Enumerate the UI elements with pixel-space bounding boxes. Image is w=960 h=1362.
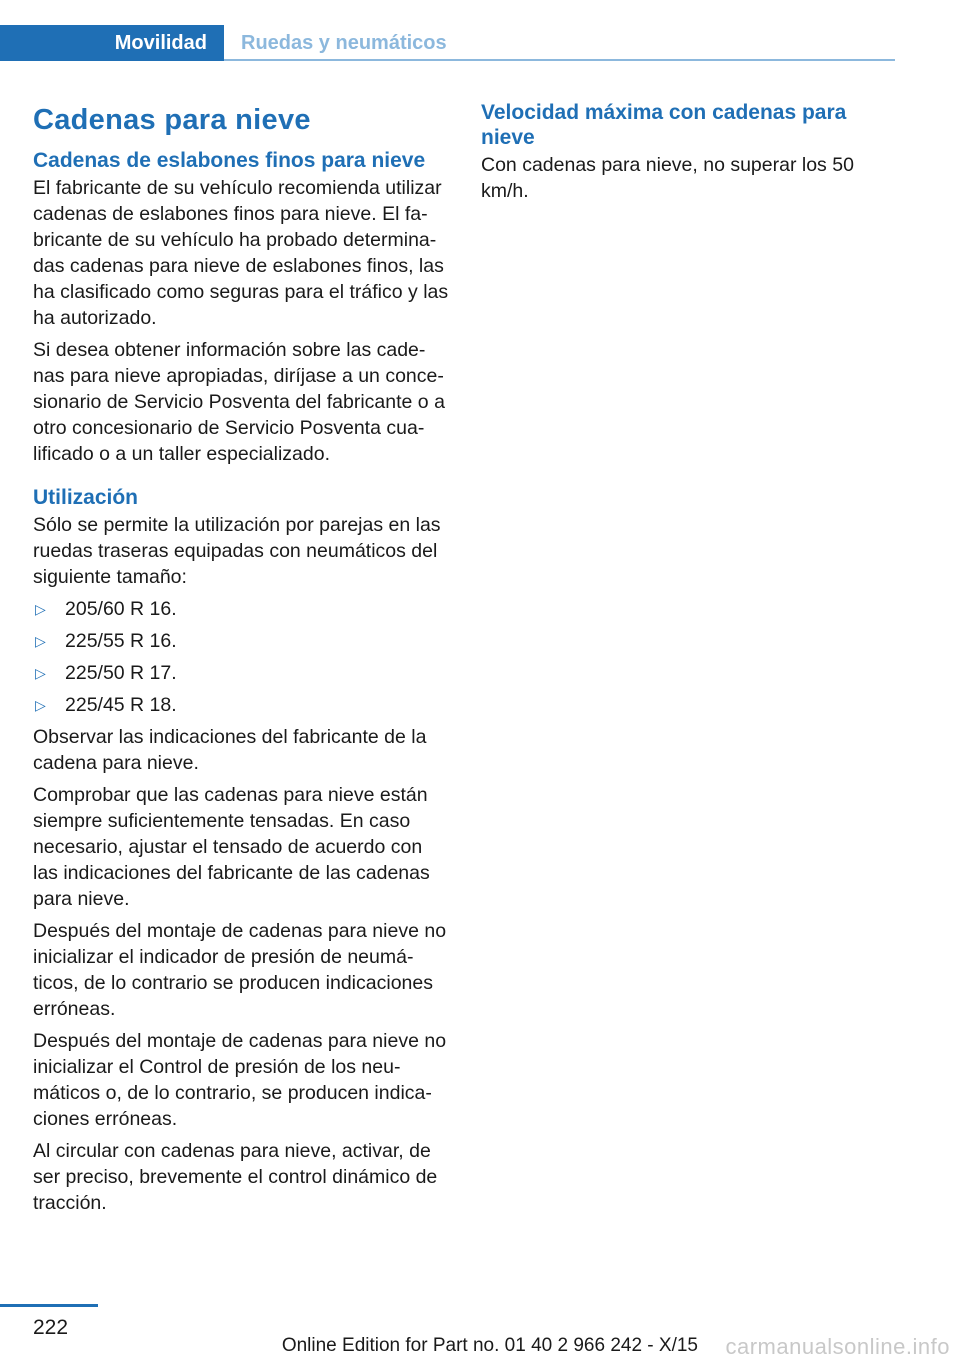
watermark: carmanualsonline.info xyxy=(725,1334,950,1359)
tab-ruedas-y-neumaticos[interactable]: Ruedas y neumáticos xyxy=(241,31,447,54)
list-item-text: 205/60 R 16. xyxy=(65,598,177,620)
list-item-text: 225/55 R 16. xyxy=(65,630,177,652)
paragraph: Observar las indicaciones del fabricante de la cadena para nieve. xyxy=(33,726,427,774)
page-title: Cadenas para nieve xyxy=(33,104,311,136)
list-item xyxy=(33,628,449,654)
list-item xyxy=(33,660,449,686)
paragraph: Con cadenas para nieve, no superar los 50 km/h. xyxy=(481,154,854,202)
list-item-text: 225/50 R 17. xyxy=(65,662,177,684)
triangle-bullet-icon: ▷ xyxy=(35,633,46,649)
paragraph: Después del montaje de cadenas para nieve no inicializar el indicador de presión de neumáticos, de lo contrario se producen indicaciones erróneas. xyxy=(33,920,447,1020)
tab-movilidad[interactable]: Movilidad xyxy=(0,25,224,61)
page-number: 222 xyxy=(33,1316,69,1339)
section-heading-fine-link-chains: Cadenas de eslabones finos para nieve xyxy=(33,149,426,172)
section-heading-max-speed: Velocidad máxima con cadenas para nieve xyxy=(481,101,847,149)
paragraph: Si desea obtener información sobre las cadenas para nieve apropiadas, diríjase a un concesionario de Servicio Posventa del fabricante o a otro concesionario de Servicio Posventa cualificado o a un taller especializado. xyxy=(33,339,445,465)
left-column xyxy=(33,100,449,1222)
triangle-bullet-icon: ▷ xyxy=(35,697,46,713)
edition-note: Online Edition for Part no. 01 40 2 966 242 - X/15 xyxy=(281,1335,698,1356)
header-tabbar xyxy=(0,25,895,61)
tire-size-list xyxy=(33,596,449,718)
right-column xyxy=(481,100,895,210)
triangle-bullet-icon: ▷ xyxy=(35,665,46,681)
paragraph: Sólo se permite la utilización por parejas en las ruedas traseras equipadas con neumáticos del siguiente tamaño: xyxy=(33,514,441,588)
list-item xyxy=(33,596,449,622)
section-heading-usage: Utilización xyxy=(33,486,139,509)
list-item-text: 225/45 R 18. xyxy=(65,694,177,716)
paragraph: Comprobar que las cadenas para nieve están siempre suficientemente tensadas. En caso necesario, ajustar el tensado de acuerdo con las indicaciones del fabricante de las cadenas para nieve. xyxy=(33,784,430,910)
paragraph: El fabricante de su vehículo recomienda utilizar cadenas de eslabones finos para nieve. El fabricante de su vehículo ha probado determinadas cadenas para nieve de eslabones finos, las ha clasificado como seguras para el tráfico y las ha autorizado. xyxy=(33,177,449,329)
list-item xyxy=(33,692,449,718)
triangle-bullet-icon: ▷ xyxy=(35,601,46,617)
header-divider xyxy=(224,59,895,61)
paragraph: Después del montaje de cadenas para nieve no inicializar el Control de presión de los neumáticos o, de lo contrario, se producen indicaciones erróneas. xyxy=(33,1030,447,1130)
paragraph: Al circular con cadenas para nieve, activar, de ser preciso, brevemente el control dinámico de tracción. xyxy=(33,1140,438,1214)
footer-accent-line xyxy=(0,1304,98,1307)
